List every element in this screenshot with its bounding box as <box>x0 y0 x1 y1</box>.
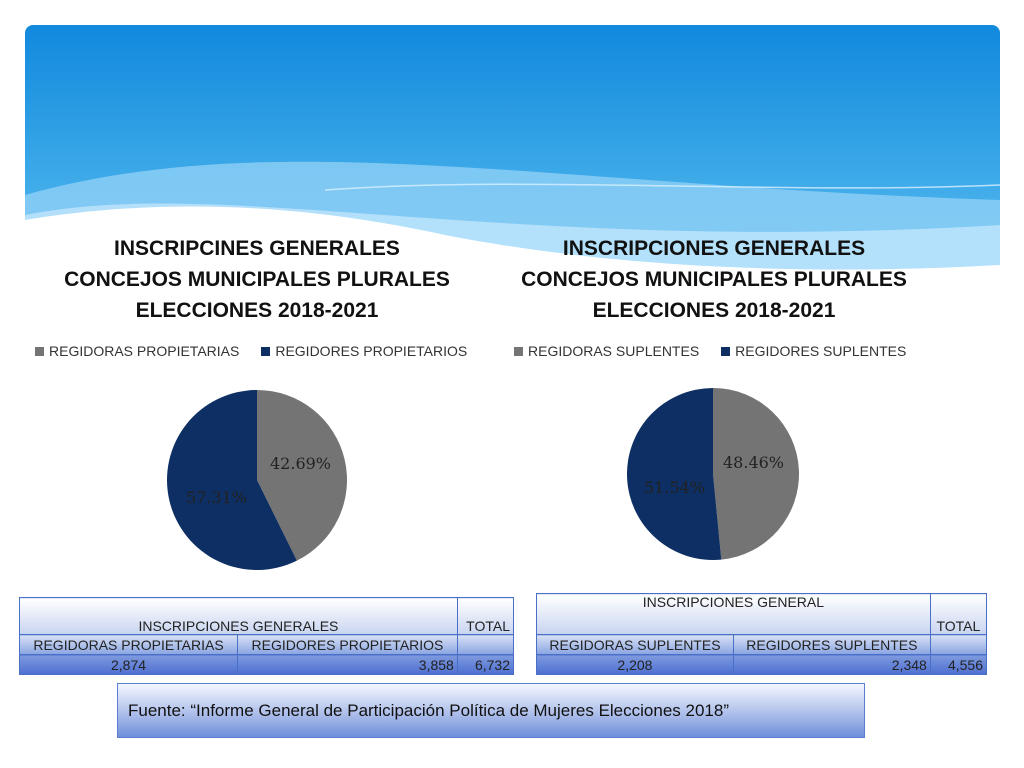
legend-item-regidores-suplentes <box>721 343 906 359</box>
left-title-line-3: ELECCIONES 2018-2021 <box>135 299 379 322</box>
left-pie-chart <box>167 390 347 570</box>
pie-slice-1 <box>627 388 721 560</box>
source-text: Fuente: “Informe General de Participación Política de Mujeres Elecciones 2018” <box>128 700 729 720</box>
right-title-line-1: INSCRIPCIONES GENERALES <box>562 237 866 260</box>
right-table-empty <box>930 635 986 655</box>
right-table-header: INSCRIPCIONES GENERAL <box>537 594 931 635</box>
legend-label: REGIDORES SUPLENTES <box>735 343 907 359</box>
left-data-table <box>19 597 514 675</box>
legend-swatch-navy <box>721 347 730 356</box>
left-title-line-1: INSCRIPCINES GENERALES <box>114 237 400 260</box>
legend-label: REGIDORAS PROPIETARIAS <box>49 343 240 359</box>
legend-swatch-gray <box>35 347 44 356</box>
legend-item-regidoras-suplentes <box>514 343 699 359</box>
right-table-col2: REGIDORES SUPLENTES <box>733 635 930 655</box>
right-table-col1: REGIDORAS SUPLENTES <box>537 635 734 655</box>
pie-data-label-1: 51.54% <box>644 478 706 497</box>
right-pie-chart <box>627 388 799 560</box>
legend-item-regidores-propietarios <box>261 343 467 359</box>
right-chart-title <box>497 233 931 326</box>
source-note <box>117 683 865 738</box>
legend-item-regidoras-propietarias <box>35 343 239 359</box>
left-table-header: INSCRIPCIONES GENERALES <box>20 598 458 635</box>
right-title-line-2: CONCEJOS MUNICIPALES PLURALES <box>521 268 907 291</box>
left-table-empty <box>457 635 513 655</box>
legend-swatch-gray <box>514 347 523 356</box>
left-table-value-1: 2,874 <box>20 655 238 675</box>
legend-label: REGIDORES PROPIETARIOS <box>275 343 468 359</box>
right-table-total: 4,556 <box>930 655 986 675</box>
right-legend <box>514 343 906 359</box>
left-chart-title <box>40 233 474 326</box>
right-table-total-header: TOTAL <box>930 594 986 635</box>
left-table-value-2: 3,858 <box>238 655 458 675</box>
left-legend <box>35 343 467 359</box>
left-table-col1: REGIDORAS PROPIETARIAS <box>20 635 238 655</box>
right-table-value-2: 2,348 <box>733 655 930 675</box>
left-table-total: 6,732 <box>457 655 513 675</box>
pie-data-label-0: 42.69% <box>270 454 332 473</box>
pie-slice-0 <box>713 388 799 560</box>
legend-swatch-navy <box>261 347 270 356</box>
pie-data-label-0: 48.46% <box>723 453 785 472</box>
pie-data-label-1: 57.31% <box>186 488 248 507</box>
right-table-value-1: 2,208 <box>537 655 734 675</box>
left-title-line-2: CONCEJOS MUNICIPALES PLURALES <box>64 268 450 291</box>
left-table-total-header: TOTAL <box>457 598 513 635</box>
left-table-col2: REGIDORES PROPIETARIOS <box>238 635 458 655</box>
right-data-table <box>536 593 987 675</box>
right-title-line-3: ELECCIONES 2018-2021 <box>592 299 836 322</box>
legend-label: REGIDORAS SUPLENTES <box>528 343 700 359</box>
